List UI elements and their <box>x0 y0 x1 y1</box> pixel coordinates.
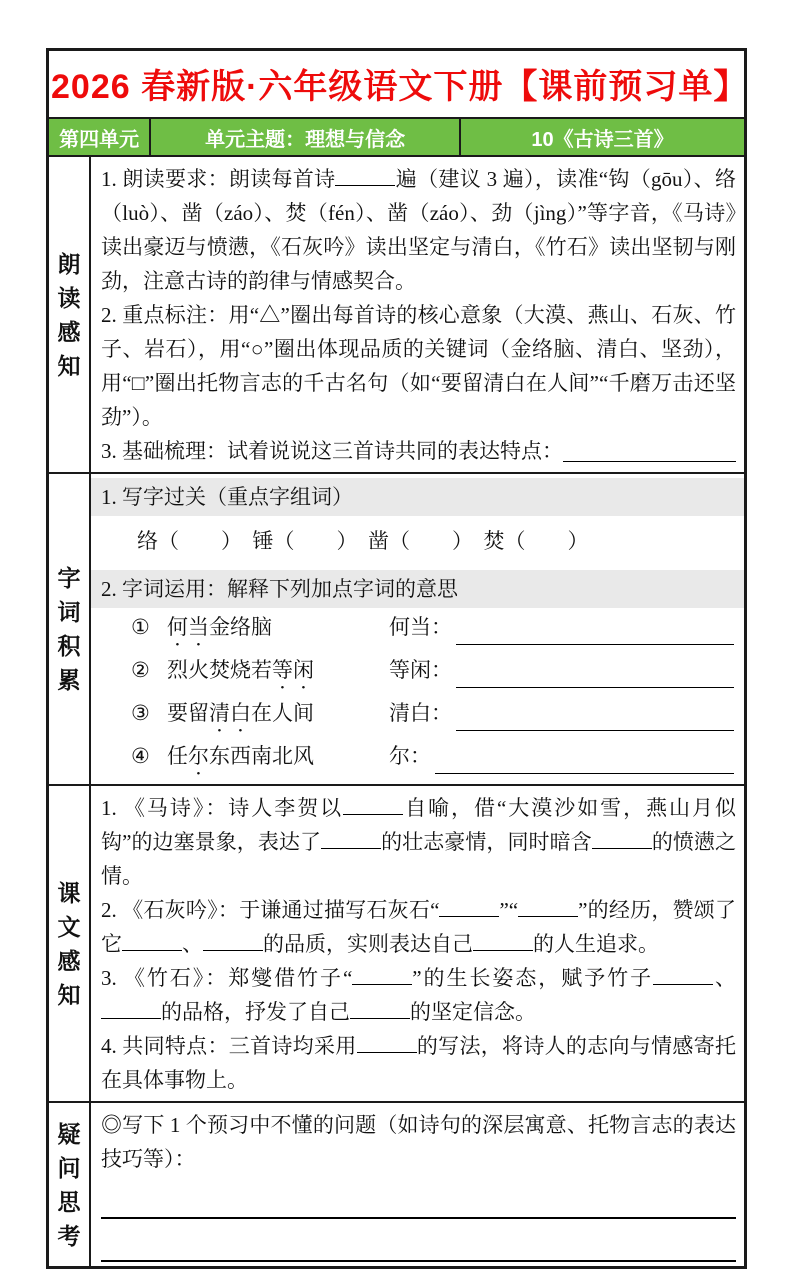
section-text-content <box>91 786 744 1101</box>
section-reading <box>49 157 744 474</box>
page-title: 2026 春新版·六年级语文下册【课前预习单】 <box>49 51 744 119</box>
term-label: 尔： <box>389 744 431 768</box>
section-question <box>49 1103 744 1266</box>
section-question-content <box>91 1103 744 1266</box>
term-label: 何当： <box>389 615 452 639</box>
reading-item-3-text: 3. 基础梳理：试着说说这三首诗共同的表达特点： <box>101 439 563 463</box>
text-item-2: 2. 《石灰吟》：于谦通过描写石灰石“ ”“ ”的经历，赞颂了它 、 的品质，实则表达自己 的人生追求。 <box>101 898 736 956</box>
section-label-reading: 朗 读 感 知 <box>49 157 91 472</box>
emphasized-word: 清白 <box>209 701 251 725</box>
item-marker: ③ <box>131 701 150 725</box>
phrase-after: 金络脑 <box>209 615 272 639</box>
text-item-1: 1. 《马诗》：诗人李贺以 自喻，借“大漠沙如雪，燕山月似钩”的边塞景象，表达了 的壮志豪情，同时暗含 的愤懑之情。 <box>101 796 737 888</box>
unit-header-bar <box>49 119 744 157</box>
term-label: 清白： <box>389 701 452 725</box>
section-label-text: 课 文 感 知 <box>49 786 91 1101</box>
answer-blank-line <box>563 461 736 462</box>
character-practice-row: 络（ ） 锤（ ） 凿（ ） 焚（ ） <box>137 529 589 553</box>
emphasized-word: 等闲 <box>272 658 314 682</box>
item-marker: ④ <box>131 744 150 768</box>
section-label-question: 疑 问 思 考 <box>49 1103 91 1266</box>
words-heading-2: 2. 字词运用：解释下列加点字词的意思 <box>91 570 744 608</box>
emphasized-word: 何当 <box>167 615 209 639</box>
reading-item-2: 2. 重点标注：用“△”圈出每首诗的核心意象（大漠、燕山、石灰、竹子、岩石），用“○”圈出体现品质的关键词（金络脑、清白、坚劲），用“□”圈出托物言志的千古名句（如“要留清白在人间”“千磨万击还坚劲”）。 <box>101 303 736 429</box>
phrase-after: 在人间 <box>251 701 314 725</box>
answer-blank-line <box>456 730 734 731</box>
poem-phrase <box>167 737 389 780</box>
unit-number: 第四单元 <box>49 119 151 155</box>
answer-blank-line <box>456 644 734 645</box>
reading-item-1: 1. 朗读要求：朗读每首诗 遍（建议 3 遍），读准“钩（gōu）、络（luò）、凿（záo）、焚（fén）、凿（záo）、劲（jìng）”等字音，《马诗》读出豪迈与愤懑，《石灰吟》读出坚定与清白，《竹石》读出坚韧与刚劲，注意古诗的韵律与情感契合。 <box>101 167 736 293</box>
poem-phrase <box>167 608 389 651</box>
word-usage-item-3 <box>91 694 744 737</box>
phrase-before: 任 <box>167 744 188 768</box>
phrase-before: 要留 <box>167 701 209 725</box>
word-usage-item-4 <box>91 737 744 780</box>
text-item-3: 3. 《竹石》：郑燮借竹子“ ”的生长姿态，赋予竹子 、的品格，抒发了自己 的坚定信念。 <box>101 966 737 1024</box>
worksheet <box>46 48 747 1269</box>
item-marker: ② <box>131 658 150 682</box>
phrase-after: 东西南北风 <box>209 744 314 768</box>
section-text-comprehension <box>49 786 744 1103</box>
lesson-title: 10《古诗三首》 <box>531 128 674 151</box>
section-words <box>49 474 744 786</box>
emphasized-word: 尔 <box>188 744 209 768</box>
phrase-before: 烈火焚烧若 <box>167 658 272 682</box>
answer-blank-line <box>101 1219 736 1262</box>
section-reading-content <box>91 157 744 472</box>
question-prompt: ◎写下 1 个预习中不懂的问题（如诗句的深层寓意、托物言志的表达技巧等）： <box>101 1113 736 1171</box>
term-label: 等闲： <box>389 658 452 682</box>
words-heading-1: 1. 写字过关（重点字组词） <box>91 478 744 516</box>
poem-phrase <box>167 651 389 694</box>
unit-theme: 单元主题：理想与信念 <box>151 119 461 155</box>
answer-blank-line <box>435 773 734 774</box>
word-usage-item-1 <box>91 608 744 651</box>
answer-blank-line <box>456 687 734 688</box>
section-label-words: 字 词 积 累 <box>49 474 91 784</box>
word-usage-item-2 <box>91 651 744 694</box>
text-item-4: 4. 共同特点：三首诗均采用 的写法，将诗人的志向与情感寄托在具体事物上。 <box>101 1034 737 1092</box>
answer-blank-line <box>101 1176 736 1219</box>
reading-item-3 <box>91 434 744 468</box>
item-marker: ① <box>131 615 150 639</box>
section-words-content <box>91 474 744 784</box>
poem-phrase <box>167 694 389 737</box>
